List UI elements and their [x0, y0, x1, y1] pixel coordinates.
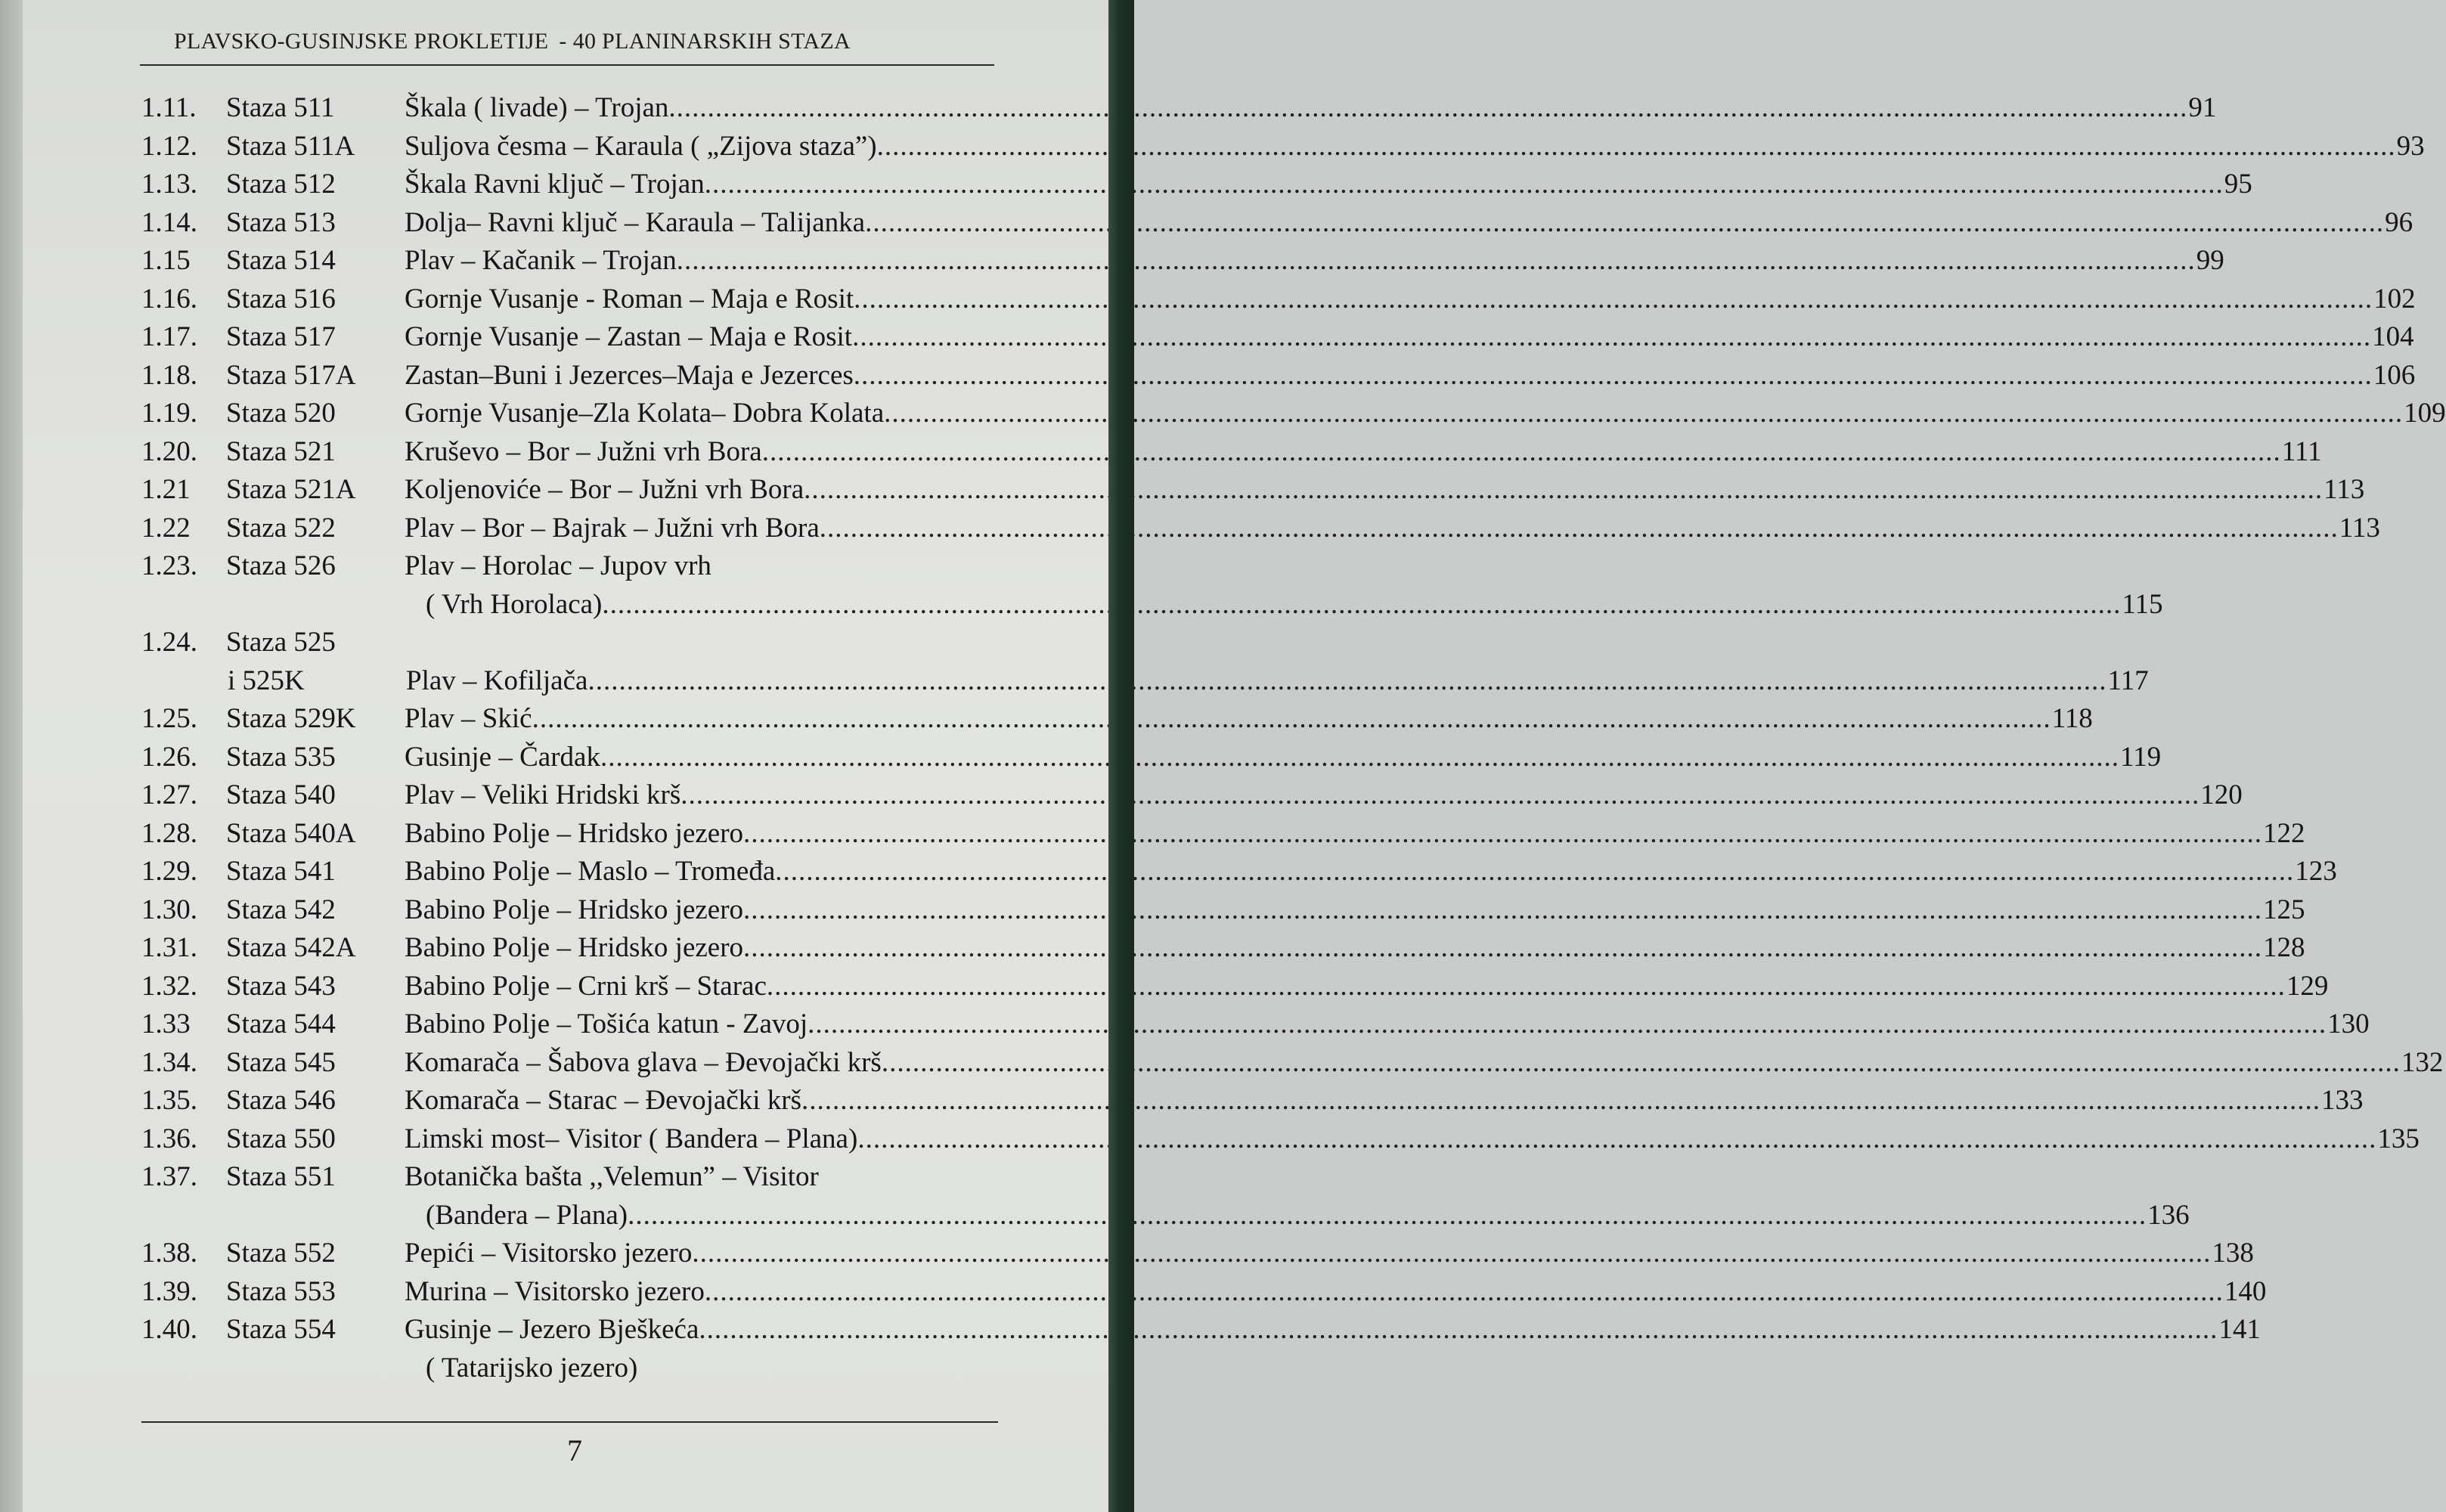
- toc-title-cell: [405, 1082, 2363, 1120]
- toc-entry: [141, 166, 2252, 204]
- toc-trail-code: Staza 540A: [226, 817, 356, 849]
- toc-line: [141, 624, 998, 662]
- toc-entry-number: 1.33: [141, 1009, 191, 1040]
- toc-route-title: Gornje Vusanje - Roman – Maja e Rosit: [405, 283, 854, 314]
- toc-route-title: ( Vrh Horolaca): [426, 588, 603, 620]
- toc-entry-number: 1.31.: [141, 932, 197, 963]
- dot-leader: [854, 280, 2373, 319]
- toc-title-cell: [405, 1044, 2443, 1083]
- toc-entry-number: 1.11.: [141, 92, 197, 123]
- toc-route-title: Gusinje – Čardak: [405, 741, 600, 773]
- footer-rule: [141, 1421, 998, 1423]
- toc-entry-number: 1.23.: [141, 550, 197, 581]
- toc-route-title: Botanička bašta ,,Velemun” – Visitor: [405, 1161, 819, 1192]
- dot-leader: [743, 891, 2262, 930]
- toc-line: [141, 1273, 2267, 1312]
- toc-line: [141, 280, 2416, 319]
- toc-entry: [141, 547, 2163, 624]
- toc-entry-number: 1.22: [141, 512, 191, 544]
- toc-page-number: 135: [2377, 1123, 2420, 1154]
- toc-trail-code: Staza 552: [226, 1238, 336, 1269]
- dot-leader: [743, 929, 2262, 968]
- dot-leader: [692, 1235, 2211, 1273]
- toc-trail-code: Staza 550: [226, 1123, 336, 1154]
- toc-title-cell: [405, 510, 2380, 548]
- toc-page-number: 102: [2373, 283, 2416, 314]
- toc-line: [141, 357, 2416, 395]
- toc-line: [141, 395, 2446, 433]
- toc-route-title: Plav – Horolac – Jupov vrh: [405, 550, 711, 581]
- toc-route-title: Škala ( livade) – Trojan: [405, 92, 669, 123]
- toc-title-cell: [405, 968, 2328, 1006]
- toc-route-title: Limski most– Visitor ( Bandera – Plana): [405, 1123, 858, 1154]
- toc-line: [141, 739, 2162, 777]
- toc-page-number: 99: [2196, 245, 2224, 276]
- toc-entry-number: 1.21: [141, 474, 191, 505]
- dot-leader: [677, 242, 2196, 280]
- toc-page-number: 109: [2404, 398, 2446, 429]
- toc-entry: [141, 853, 2337, 891]
- toc-title-cell: [405, 700, 2093, 739]
- toc-trail-code: Staza 543: [226, 970, 336, 1002]
- toc-entry-number: 1.34.: [141, 1046, 197, 1078]
- toc-page-number: 91: [2188, 92, 2217, 123]
- toc-entry: [141, 1082, 2364, 1120]
- toc-route-title: Komarača – Starac – Đevojački krš: [405, 1085, 801, 1116]
- toc-entry: [141, 471, 2365, 510]
- toc-line: [141, 815, 2305, 854]
- toc-title-cell: [405, 318, 2414, 357]
- toc-entry: [141, 1005, 2370, 1044]
- toc-route-title: Babino Polje – Hridsko jezero: [405, 894, 744, 925]
- running-header-subtitle: 40 PLANINARSKIH STAZA: [572, 29, 851, 54]
- toc-entry-number: 1.32.: [141, 970, 197, 1002]
- toc-trail-code: Staza 526: [226, 550, 336, 581]
- toc-route-title: Škala Ravni ključ – Trojan: [405, 169, 705, 200]
- toc-trail-code: Staza 554: [226, 1314, 336, 1345]
- toc-route-title: Plav – Kofiljača: [406, 665, 588, 696]
- toc-trail-code: Staza 542: [226, 894, 336, 925]
- dot-leader: [808, 1005, 2327, 1044]
- dot-leader: [668, 89, 2187, 128]
- toc-route-title: ( Tatarijsko jezero): [426, 1352, 638, 1383]
- toc-title-cell: [405, 1273, 2266, 1312]
- toc-title-cell: [405, 1235, 2254, 1273]
- toc-entry-number: 1.18.: [141, 359, 197, 391]
- toc-trail-code: Staza 511A: [226, 130, 355, 162]
- dot-leader: [865, 204, 2384, 243]
- toc-line: [141, 242, 2224, 280]
- toc-line: [141, 586, 2163, 624]
- page-number-folio: [23, 1433, 1108, 1468]
- dot-leader: [628, 1197, 2147, 1235]
- toc-title-cell: [406, 662, 2149, 701]
- toc-entry: [141, 739, 2162, 777]
- toc-page-number: 106: [2373, 359, 2416, 391]
- toc-page-number: 113: [2324, 474, 2365, 505]
- toc-title-cell: [405, 776, 2243, 815]
- toc-trail-code: Staza 545: [226, 1046, 336, 1078]
- toc-entry-number: 1.29.: [141, 856, 197, 887]
- toc-title-cell: [405, 166, 2252, 204]
- dot-leader: [820, 510, 2339, 548]
- toc-trail-code: Staza 540: [226, 779, 336, 810]
- dot-leader: [804, 471, 2323, 510]
- toc-title-cell: [405, 1311, 2261, 1349]
- toc-entry-number: 1.37.: [141, 1161, 197, 1192]
- toc-route-title: Plav – Skić: [405, 703, 532, 734]
- book-cover-edge: [1108, 0, 1134, 1512]
- toc-page-number: 120: [2200, 779, 2243, 810]
- toc-entry-number: 1.39.: [141, 1275, 197, 1307]
- toc-page-number: 141: [2218, 1314, 2261, 1345]
- table-of-contents: [141, 89, 2446, 1387]
- toc-route-title: Plav – Kačanik – Trojan: [405, 245, 677, 276]
- toc-route-title: Babino Polje – Hridsko jezero: [405, 932, 744, 963]
- toc-trail-code: Staza 535: [226, 741, 336, 773]
- toc-entry-number: 1.30.: [141, 894, 197, 925]
- toc-entry-number: 1.27.: [141, 779, 197, 810]
- running-header: [174, 29, 994, 54]
- toc-page-number: 133: [2320, 1085, 2364, 1116]
- toc-entry: [141, 128, 2425, 166]
- toc-page-number: 122: [2263, 817, 2305, 849]
- toc-route-title: Kruševo – Bor – Južni vrh Bora: [405, 435, 762, 467]
- toc-title-cell: [405, 433, 2321, 472]
- toc-page-number: 128: [2263, 932, 2305, 963]
- dot-leader: [743, 815, 2262, 854]
- toc-title-cell: [405, 1120, 2420, 1159]
- running-header-separator: -: [559, 29, 567, 54]
- toc-page-number: 123: [2295, 856, 2337, 887]
- toc-page-number: 138: [2212, 1238, 2254, 1269]
- toc-entry-number: 1.24.: [141, 627, 197, 658]
- dot-leader: [854, 357, 2373, 395]
- toc-page-number: 117: [2107, 665, 2149, 696]
- dot-leader: [762, 433, 2281, 472]
- toc-page-number: 132: [2401, 1046, 2444, 1078]
- toc-line: [141, 128, 2425, 166]
- toc-line: [141, 471, 2365, 510]
- toc-trail-code: Staza 511: [226, 92, 335, 123]
- toc-line: [141, 891, 2305, 930]
- toc-entry: [141, 357, 2416, 395]
- toc-trail-code: Staza 521: [226, 435, 336, 467]
- toc-entry: [141, 318, 2414, 357]
- toc-entry-number: 1.28.: [141, 817, 197, 849]
- dot-leader: [877, 128, 2396, 166]
- toc-entry-number: 1.14.: [141, 206, 197, 238]
- toc-route-title: Suljova česma – Karaula ( „Zijova staza”): [405, 130, 877, 162]
- toc-page-number: 140: [2224, 1275, 2267, 1307]
- toc-line: [141, 853, 2337, 891]
- toc-line: [141, 1349, 998, 1388]
- toc-entry-number: 1.12.: [141, 130, 197, 162]
- toc-title-cell: [405, 1349, 998, 1388]
- book-page: [23, 0, 2446, 1512]
- dot-leader: [587, 662, 2107, 701]
- toc-route-title: Gornje Vusanje–Zla Kolata– Dobra Kolata: [405, 398, 885, 429]
- toc-page-number: 115: [2122, 588, 2163, 620]
- dot-leader: [600, 739, 2119, 777]
- dot-leader: [857, 1120, 2376, 1159]
- toc-title-cell: [405, 739, 2161, 777]
- toc-line: [141, 1311, 2261, 1349]
- toc-trail-code: Staza 512: [226, 169, 336, 200]
- toc-entry: [141, 776, 2243, 815]
- toc-line: [141, 1005, 2370, 1044]
- toc-title-cell: [405, 1158, 998, 1197]
- dot-leader: [680, 776, 2200, 815]
- toc-entry: [141, 700, 2093, 739]
- toc-entry: [141, 280, 2416, 319]
- toc-line: [141, 166, 2252, 204]
- toc-entry: [141, 624, 2149, 700]
- toc-entry: [141, 968, 2329, 1006]
- toc-trail-code: Staza 553: [226, 1275, 336, 1307]
- toc-trail-code: Staza 522: [226, 512, 336, 544]
- toc-page-number: 130: [2327, 1009, 2370, 1040]
- toc-route-title: Plav – Veliki Hridski krš: [405, 779, 681, 810]
- toc-page-number: 136: [2147, 1199, 2190, 1231]
- toc-route-title: Pepići – Visitorsko jezero: [405, 1238, 693, 1269]
- toc-title-cell: [405, 89, 2216, 128]
- toc-line: [141, 547, 998, 586]
- toc-entry: [141, 1158, 2190, 1235]
- toc-title-cell: [405, 395, 2446, 433]
- toc-entry-number: 1.19.: [141, 398, 197, 429]
- toc-line: [141, 1158, 998, 1197]
- toc-route-title: Babino Polje – Maslo – Tromeđa: [405, 856, 776, 887]
- toc-trail-code: i 525K: [228, 665, 305, 696]
- toc-title-cell: [405, 815, 2305, 854]
- toc-page-number: 95: [2224, 169, 2252, 200]
- toc-entry: [141, 395, 2446, 433]
- toc-trail-code: Staza 544: [226, 1009, 336, 1040]
- toc-entry-number: 1.20.: [141, 435, 197, 467]
- toc-route-title: Babino Polje – Tošića katun - Zavoj: [405, 1009, 808, 1040]
- toc-page-number: 93: [2396, 130, 2425, 162]
- dot-leader: [705, 1273, 2224, 1312]
- dot-leader: [602, 586, 2121, 624]
- toc-entry-number: 1.36.: [141, 1123, 197, 1154]
- toc-entry: [141, 1120, 2420, 1159]
- toc-line: [141, 1197, 2190, 1235]
- toc-trail-code: Staza 520: [226, 398, 336, 429]
- toc-line: [141, 510, 2380, 548]
- running-header-title: PLAVSKO-GUSINJSKE PROKLETIJE: [174, 29, 549, 54]
- toc-route-title: Murina – Visitorsko jezero: [405, 1275, 705, 1307]
- toc-title-cell: [405, 128, 2425, 166]
- dot-leader: [699, 1311, 2218, 1349]
- toc-line: [141, 1044, 2444, 1083]
- toc-route-title: (Bandera – Plana): [426, 1199, 628, 1231]
- toc-entry-number: 1.16.: [141, 283, 197, 314]
- toc-title-cell: [405, 357, 2415, 395]
- toc-entry: [141, 929, 2305, 968]
- toc-line: [141, 1235, 2254, 1273]
- toc-line: [141, 776, 2243, 815]
- toc-entry: [141, 1235, 2254, 1273]
- toc-title-cell: [405, 280, 2416, 319]
- toc-line: [141, 433, 2322, 472]
- toc-trail-code: Staza 516: [226, 283, 336, 314]
- toc-route-title: Komarača – Šabova glava – Đevojački krš: [405, 1046, 882, 1078]
- toc-entry: [141, 891, 2305, 930]
- toc-entry-number: 1.35.: [141, 1085, 197, 1116]
- toc-page-number: 111: [2281, 435, 2322, 467]
- toc-page-number: 113: [2339, 512, 2380, 544]
- toc-trail-code: Staza 517: [226, 321, 336, 352]
- toc-route-title: Babino Polje – Hridsko jezero: [405, 817, 744, 849]
- toc-entry: [141, 433, 2322, 472]
- toc-route-title: Babino Polje – Crni krš – Starac: [405, 970, 767, 1002]
- toc-entry-number: 1.40.: [141, 1314, 197, 1345]
- toc-trail-code: Staza 546: [226, 1085, 336, 1116]
- toc-trail-code: Staza 529K: [226, 703, 356, 734]
- toc-title-cell: [405, 853, 2337, 891]
- dot-leader: [767, 968, 2286, 1006]
- toc-route-title: Gusinje – Jezero Bješkeća: [405, 1314, 699, 1345]
- toc-entry-number: 1.38.: [141, 1238, 197, 1269]
- toc-line: [141, 1082, 2364, 1120]
- toc-title-cell: [405, 891, 2305, 930]
- toc-trail-code: Staza 517A: [226, 359, 356, 391]
- toc-route-title: Dolja– Ravni ključ – Karaula – Talijanka: [405, 206, 866, 238]
- dot-leader: [705, 166, 2224, 204]
- dot-leader: [852, 318, 2371, 357]
- toc-entry: [141, 89, 2217, 128]
- toc-entry-number: 1.26.: [141, 741, 197, 773]
- toc-trail-code: Staza 513: [226, 206, 336, 238]
- toc-page-number: 118: [2051, 703, 2093, 734]
- toc-trail-code: Staza 521A: [226, 474, 356, 505]
- dot-leader: [801, 1082, 2320, 1120]
- toc-route-title: Plav – Bor – Bajrak – Južni vrh Bora: [405, 512, 820, 544]
- toc-line: [141, 700, 2093, 739]
- toc-entry: [141, 1273, 2267, 1312]
- toc-trail-code: Staza 542A: [226, 932, 356, 963]
- toc-title-cell: [405, 242, 2224, 280]
- toc-page-number: 104: [2372, 321, 2414, 352]
- toc-entry: [141, 204, 2413, 243]
- toc-page-number: 125: [2263, 894, 2305, 925]
- toc-entry-number: 1.15: [141, 245, 191, 276]
- folio-number: 7: [567, 1433, 582, 1467]
- toc-title-cell: [405, 586, 2163, 624]
- toc-title-cell: [405, 929, 2305, 968]
- toc-line: [141, 318, 2414, 357]
- toc-entry-number: 1.13.: [141, 169, 197, 200]
- toc-route-title: Koljenoviće – Bor – Južni vrh Bora: [405, 474, 804, 505]
- toc-trail-code: Staza 514: [226, 245, 336, 276]
- toc-entry-number: 1.25.: [141, 703, 197, 734]
- toc-entry: [141, 242, 2224, 280]
- toc-trail-code: Staza 525: [226, 627, 336, 658]
- toc-trail-code: Staza 551: [226, 1161, 336, 1192]
- toc-line: [141, 662, 2149, 701]
- toc-entry: [141, 510, 2380, 548]
- toc-route-title: Zastan–Buni i Jezerces–Maja e Jezerces: [405, 359, 854, 391]
- toc-page-number: 96: [2385, 206, 2413, 238]
- toc-route-title: Gornje Vusanje – Zastan – Maja e Rosit: [405, 321, 853, 352]
- toc-page-number: 129: [2286, 970, 2329, 1002]
- toc-title-cell: [405, 1005, 2370, 1044]
- toc-entry: [141, 815, 2305, 854]
- toc-entry: [141, 1044, 2444, 1083]
- toc-trail-code: Staza 541: [226, 856, 336, 887]
- toc-title-cell: [405, 471, 2364, 510]
- dot-leader: [775, 853, 2294, 891]
- toc-title-cell: [405, 204, 2413, 243]
- toc-entry-number: 1.17.: [141, 321, 197, 352]
- toc-page-number: 119: [2119, 741, 2162, 773]
- toc-line: [141, 968, 2329, 1006]
- toc-line: [141, 204, 2413, 243]
- toc-line: [141, 1120, 2420, 1159]
- header-rule: [140, 64, 994, 66]
- toc-title-cell: [405, 1197, 2190, 1235]
- toc-title-cell: [405, 547, 998, 586]
- toc-line: [141, 929, 2305, 968]
- dot-leader: [532, 700, 2051, 739]
- toc-entry: [141, 1311, 2261, 1387]
- toc-line: [141, 89, 2217, 128]
